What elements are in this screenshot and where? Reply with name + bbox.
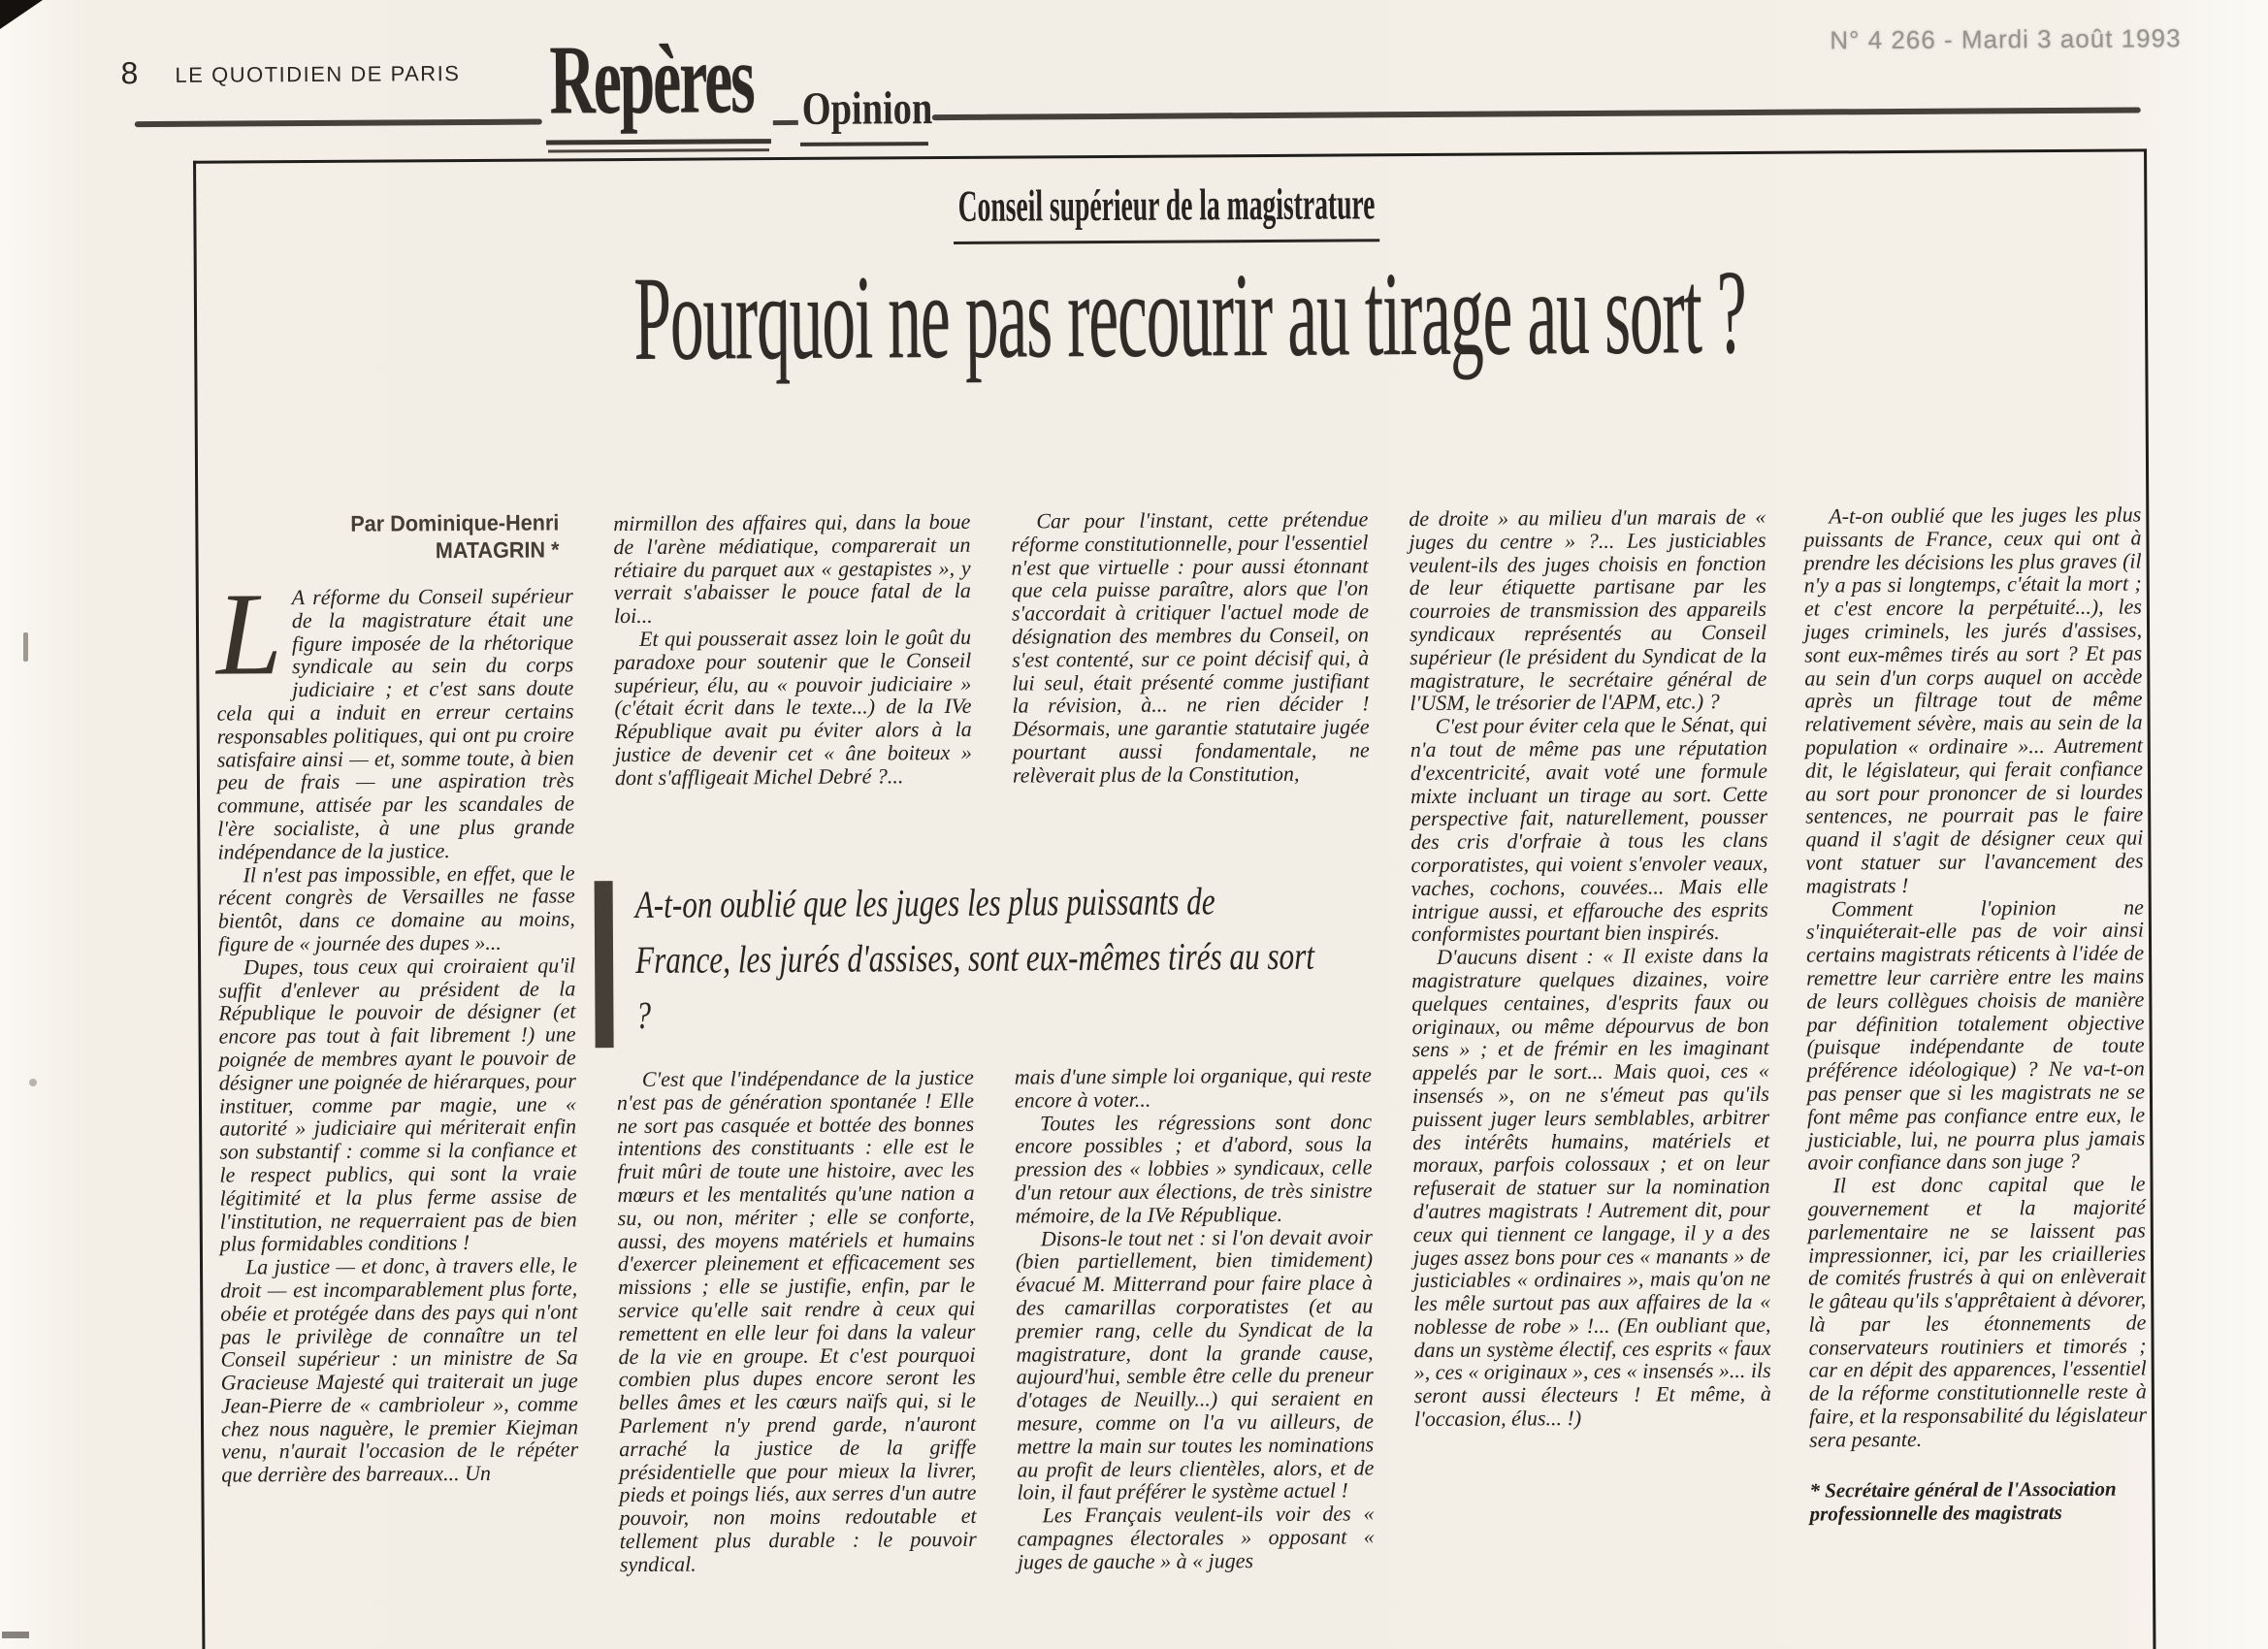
header-dash	[773, 120, 798, 125]
scan-speck	[29, 1079, 37, 1086]
article-paragraph: L A réforme du Conseil supérieur de la magistrature était une figure imposée de la rhétorique syndicale au sein du corps judiciaire ; et c'est sans doute cela qui a induit en erreur certains responsables politiques, qui ont pu croire satisfaire ainsi — et, somme toute, à bien peu de frais — une aspiration très commune, attisée par les scandales de l'ère socialiste, à une plus grande indépendance de la justice.	[215, 568, 575, 864]
byline-line1: Par Dominique-Henri	[350, 509, 560, 536]
body-column-4	[1409, 505, 1771, 1431]
article-paragraph: La justice — et donc, à travers elle, le droit — est incomparablement plus forte, obéie et protégée dans des pays qui n'ont pas le privilège de connaître un tel Conseil supérieur : un ministre de Sa Gracieuse Majesté qui traiterait un juge Jean-Pierre de « cambrioleur », comme chez nous naguère, le premier Kiejman venu, n'aurait l'occasion de le répéter que derrière des barreaux... Un	[220, 1252, 579, 1487]
article-paragraph: Disons-le tout net : si l'on devait avoir (bien partiellement, bien timidement) évacué M. Mitterrand pour faire place à des camarillas corporatistes (et au premier rang, celle du Syndicat de la magistrature, dont la grande cause, aujourd'hui, semble être celle du preneur d'otages de Neuilly...) qui seraient en mesure, comme on l'a vu ailleurs, de mettre la main sur toutes les nominations au profit de leurs clientèles, alors, et de loin, il faut préférer le système actuel !	[1015, 1223, 1375, 1504]
article-headline: Pourquoi ne pas recourir au tirage au sort ?	[632, 244, 1746, 385]
article-paragraph: Les Français veulent-ils voir des « campagnes électorales » opposant « juges de gauche » à « juges	[1017, 1501, 1375, 1574]
article-paragraph: D'aucuns disent : « Il existe dans la magistrature quelques dizaines, voire quelques centaines, d'esprits faux ou originaux, ou même dépourvus de bon sens » ; et de frémir en les imaginant appelés par le sort... Mais quoi, ces « insensés », on ne s'émeut pas qu'ils puissent juger leurs semblables, arbitrer des intérêts humains, matériels et moraux, parfois colossaux ; et on leur refuserait de statuer sur la nomination d'autres magistrats ! Autrement dit, pour ceux qui tiennent ce langage, il y a des juges assez bons pour ces « manants » de justiciables « ordinaires », mais qu'on ne les mêle surtout pas aux affaires de la « noblesse de robe » !... (En oubliant que, dans un système électif, ces esprits « faux », ces « originaux », ces « insensés »... ils seront aussi électeurs ! Et même, à l'occasion, élus... !)	[1411, 942, 1771, 1432]
article-paragraph: * Secrétaire général de l'Association professionnelle des magistrats	[1809, 1476, 2117, 1526]
newspaper-name: LE QUOTIDIEN DE PARIS	[175, 61, 461, 87]
scan-speck	[2, 1632, 29, 1638]
article-paragraph: Comment l'opinion ne s'inquiéterait-elle pas de voir ainsi certains magistrats réticents à l'idée de remettre leur carrière entre les mains de leurs collègues choisis de manière par définition totalement objective (puisque indépendante de toute préférence idéologique) ? Ne va-t-on pas penser que si les magistrats ne se font même pas confiance entre eux, le justiciable, lui, ne pourra plus jamais avoir confiance dans son juge ?	[1805, 894, 2146, 1175]
header-rule-left	[135, 119, 542, 128]
pull-quote-bar	[595, 881, 614, 1048]
article-paragraph: C'est que l'indépendance de la justice n'est pas de génération spontanée ! Elle ne sort pas casquée et bottée des bonnes intentions des constituants : elle est le fruit mûri de toute une histoire, avec les mœurs et les mentalités qu'une nation a su, ou non, mériter ; elle se conforte, aussi, des moyens matériels et humains d'exercer pleinement et efficacement ses missions ; elle se justifie, enfin, par le service qu'elle sait rendre à ceux qui remettent en elle leur foi dans la valeur de la vie en groupe. Et c'est pourquoi combien plus dupes encore seront les belles âmes et les cœurs naïfs qui, si le Parlement n'y prend garde, n'auront arraché la justice de la griffe présidentielle que pour mieux la livrer, pieds et poings liés, aux serres d'un autre pouvoir, non moins redoutable et tellement plus durable : le pouvoir syndical.	[616, 1064, 977, 1576]
article-paragraph: Il n'est pas impossible, en effet, que le récent congrès de Versailles ne fasse bientôt, dans ce domaine au moins, figure de « journée des dupes »...	[217, 859, 575, 956]
section-title-underline-2	[548, 148, 769, 152]
body-column-2-bottom	[617, 1066, 977, 1576]
article-paragraph: Il est donc capital que le gouvernement et la majorité parlementaire ne se laissent pas impressionner, ici, par les criailleries de comités frustrés à qui on enlèverait le gâteau qu'ils s'apprêtaient à dévorer, là par les étonnements de conservateurs routiniers et timorés ; car en dépit des apparences, l'essentiel de la réforme constitutionnelle reste à faire, et la responsabilité du législateur sera pesante.	[1807, 1171, 2148, 1452]
scan-speck	[23, 632, 28, 662]
body-column-1	[215, 568, 579, 1487]
article-paragraph: Et qui pousserait assez loin le goût du paradoxe pour soutenir que le Conseil supérieur, élu, au « pouvoir judiciaire » (c'était écrit dans le texte...) de la IVe République avait pu éviter alors à la justice de devenir cet « âne boiteux » dont s'affligeait Michel Debré ?...	[614, 624, 972, 790]
article-frame	[193, 148, 2156, 1649]
byline-line2: MATAGRIN *	[435, 536, 560, 564]
body-column-5	[1803, 502, 2147, 1525]
article-paragraph: de droite » au milieu d'un marais de « juges du centre » ?... Les justiciables veulent-ils des juges choisis en fonction de leur étiquette partisane par les courroies de transmission des appareils syndicaux représentés au Conseil supérieur (le président du Syndicat de la magistrature, le secrétaire général de l'USM, le trésorier de l'APM, etc.) ?	[1409, 503, 1767, 716]
header-rule-right	[932, 107, 2141, 120]
article-paragraph: Dupes, tous ceux qui croiraient qu'il suffit d'enlever au président de la République le pouvoir de désigner (et encore pas tout à fait librement !) une poignée de membres ayant le pouvoir de désigner une poignée de hiérarques, pour instituer, comme par magie, une « autorité » judiciaire qui mériterait enfin son substantif : comme si la confiance et le respect publics, qui sont la vraie légitimité et la plus ferme assise de l'institution, ne requerraient pas de bien plus formidables conditions !	[218, 953, 577, 1256]
article-paragraph: mais d'une simple loi organique, qui reste encore à voter...	[1014, 1062, 1372, 1113]
article-paragraph: A-t-on oublié que les juges les plus puissants de France, ceux qui ont à prendre les décisions les plus graves (il n'y a pas si longtemps, c'était la mort ; et c'est encore la perpétuité...), les juges criminels, les jurés d'assises, sont eux-mêmes tirés au sort ? Et pas au sein d'un corps auquel on accède après un filtrage tout de même relativement sévère, mais au sein de la population « ordinaire »... Autrement dit, le législateur, qui ferait confiance au sort pour prononcer de si lourdes sentences, ne pourrait pas le faire quand il s'agit de désigner ceux qui vont statuer sur l'avancement des magistrats !	[1803, 501, 2144, 898]
section-title: Repères	[549, 24, 755, 136]
headline-row	[197, 220, 1993, 411]
section-subtitle-underline	[800, 142, 928, 146]
body-column-3-top	[1011, 507, 1370, 787]
article-paragraph: C'est pour éviter cela que le Sénat, qui n'a tout de même pas une réputation d'excentricité, avait voté une formule mixte incluant un tirage au sort. Cette perspective fait, naturellement, pousser des cris d'orfraie à tous les clans corporatistes, qui voient s'envoler veaux, vaches, cochons, couvées... Mais elle intrigue aussi, et effarouche des esprits conformistes pourtant bien inspirés.	[1409, 712, 1768, 947]
page-number: 8	[120, 55, 139, 91]
article-paragraph: mirmillon des affaires qui, dans la boue de l'arène médiatique, comparerait un rétiaire du parquet aux « gestapistes », y verrait s'abaisser le pouce fatal de la loi...	[613, 508, 971, 629]
drop-cap: L	[215, 568, 283, 700]
article-kicker: Conseil supérieur de la magistrature	[953, 178, 1379, 244]
section-title-underline	[546, 139, 771, 145]
article-byline	[235, 508, 560, 565]
pull-quote: A-t-on oublié que les juges les plus puissants de France, les jurés d'assises, sont eux-mêmes tirés au sort ?	[634, 879, 1315, 1037]
article-paragraph: Toutes les régressions sont donc encore possibles ; et d'abord, sous la pression des « lobbies » syndicaux, celle d'un retour aux élections, de très sinistre mémoire, de la IVe République.	[1015, 1108, 1373, 1228]
body-column-2-top	[613, 510, 972, 790]
section-subtitle: Opinion	[801, 82, 933, 135]
issue-date-line: N° 4 266 - Mardi 3 août 1993	[1830, 23, 2182, 55]
article-paragraph: Car pour l'instant, cette prétendue réforme constitutionnelle, pour l'essentiel n'est que virtuelle : pour aussi étonnant que cela puisse paraître, alors que l'on s'accordait à critiquer l'actuel mode de désignation des membres du Conseil, on s'est contenté, sur ce point décisif qui, à lui seul, était présenté comme justifiant la révision, à... ne rien décider ! Désormais, une garantie statutaire jugée pourtant aussi fondamentale, ne relèverait plus de la Constitution,	[1011, 506, 1370, 788]
body-column-3-bottom	[1015, 1063, 1375, 1573]
